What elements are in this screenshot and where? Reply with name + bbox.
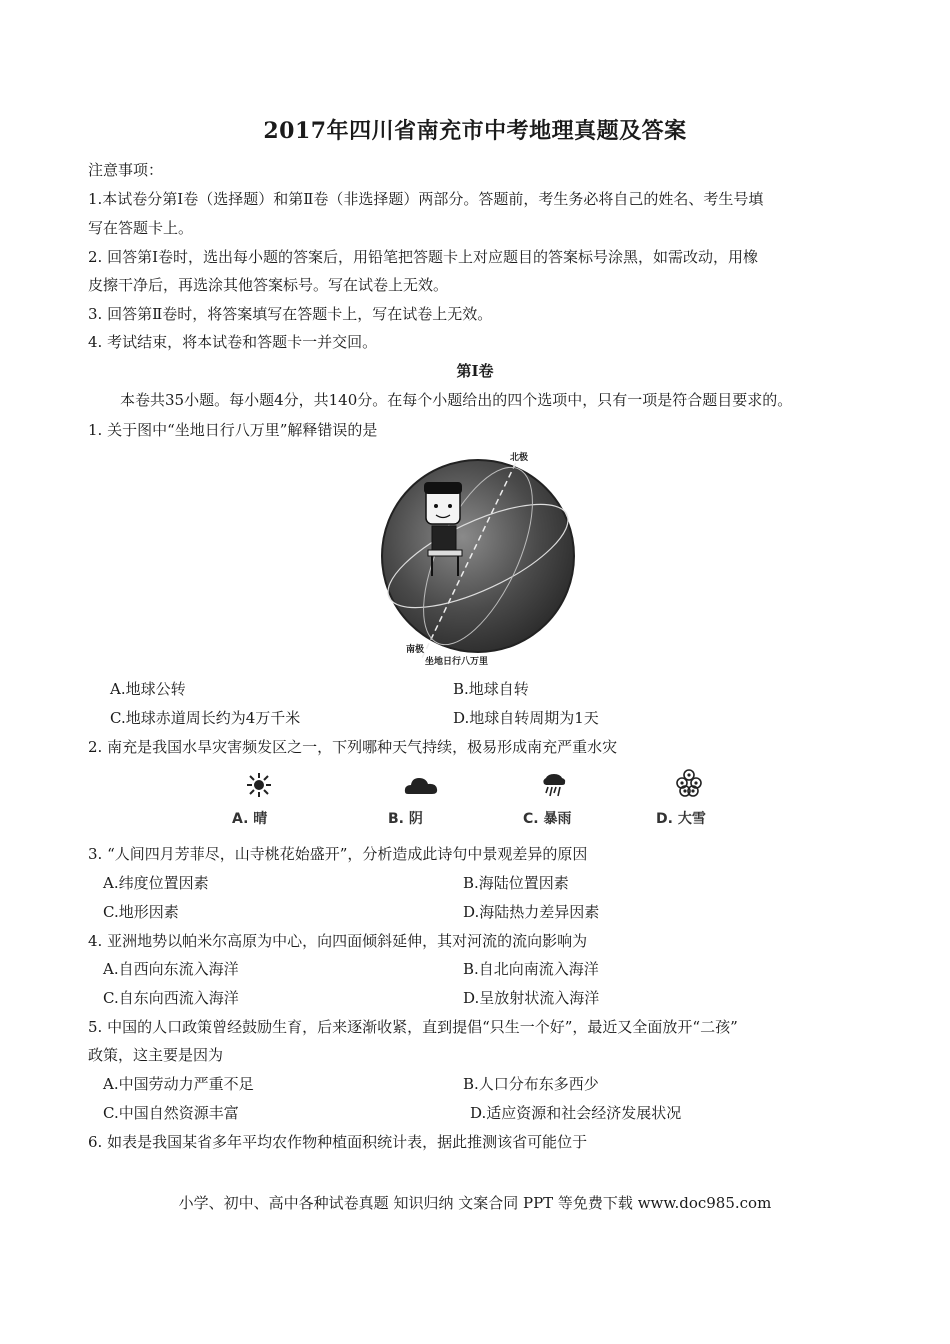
weather-label-c: C. 暴雨: [523, 811, 572, 827]
page-title: 2017年四川省南充市中考地理真题及答案: [263, 118, 687, 144]
weather-label-a: A. 晴: [232, 811, 268, 827]
weather-options-figure: [220, 768, 730, 834]
question-5-stem: 5. 中国的人口政策曾经鼓励生育，后来逐渐收紧，直到提倡“只生一个好”，最近又全面放开“二孩”: [88, 1018, 738, 1036]
q5-option-c: C.中国自然资源丰富: [103, 1104, 239, 1122]
question-3-stem: 3. “人间四月芳菲尽，山寺桃花始盛开”，分析造成此诗句中景观差异的原因: [88, 845, 588, 863]
notice-item-1-cont: 写在答题卡上。: [88, 219, 194, 237]
q5-option-b: B.人口分布东多西少: [463, 1075, 599, 1093]
weather-label-b: B. 阴: [388, 811, 423, 827]
globe-caption: 坐地日行八万里: [425, 657, 489, 667]
south-pole-label: 南极: [406, 645, 425, 655]
q3-option-b: B.海陆位置因素: [463, 874, 569, 892]
q4-option-b: B.自北向南流入海洋: [463, 960, 599, 978]
rainstorm-icon: [541, 772, 567, 798]
globe-figure: [370, 446, 600, 672]
q4-option-d: D.呈放射状流入海洋: [463, 989, 600, 1007]
globe-illustration: [370, 446, 600, 672]
page-footer: 小学、初中、高中各种试卷真题 知识归纳 文案合同 PPT 等免费下载 www.doc985.com: [178, 1194, 772, 1212]
section-heading: 第Ⅰ卷: [456, 362, 494, 380]
notice-item-3: 3. 回答第Ⅱ卷时，将答案填写在答题卡上，写在试卷上无效。: [88, 305, 493, 323]
q5-option-a: A.中国劳动力严重不足: [103, 1075, 254, 1093]
question-1-stem: 1. 关于图中“坐地日行八万里”解释错误的是: [88, 421, 378, 439]
notice-item-2: 2. 回答第Ⅰ卷时，选出每小题的答案后，用铅笔把答题卡上对应题目的答案标号涂黑，如需改动，用橡: [88, 248, 759, 266]
q1-option-b: B.地球自转: [453, 680, 529, 698]
q1-option-d: D.地球自转周期为1天: [453, 709, 599, 727]
q3-option-a: A.纬度位置因素: [103, 874, 209, 892]
weather-label-d: D. 大雪: [656, 811, 706, 827]
q1-option-a: A.地球公转: [110, 680, 186, 698]
section-intro: 本卷共35小题。每小题4分，共140分。在每个小题给出的四个选项中，只有一项是符合题目要求的。: [120, 391, 793, 409]
heavy-snow-icon: [674, 768, 704, 798]
question-5-stem-cont: 政策，这主要是因为: [88, 1046, 224, 1064]
notice-item-1: 1.本试卷分第Ⅰ卷（选择题）和第Ⅱ卷（非选择题）两部分。答题前，考生务必将自己的姓名、考生号填: [88, 190, 764, 208]
north-pole-label: 北极: [510, 453, 529, 463]
notice-item-2-cont: 皮擦干净后，再选涂其他答案标号。写在试卷上无效。: [88, 276, 449, 294]
q5-option-d: D.适应资源和社会经济发展状况: [470, 1104, 682, 1122]
q3-option-d: D.海陆热力差异因素: [463, 903, 600, 921]
cloud-icon: [404, 774, 438, 796]
q4-option-c: C.自东向西流入海洋: [103, 989, 239, 1007]
q4-option-a: A.自西向东流入海洋: [103, 960, 239, 978]
question-4-stem: 4. 亚洲地势以帕米尔高原为中心，向四面倾斜延伸，其对河流的流向影响为: [88, 932, 588, 950]
earth-sphere: [382, 460, 574, 652]
q3-option-c: C.地形因素: [103, 903, 179, 921]
question-6-stem: 6. 如表是我国某省多年平均农作物种植面积统计表，据此推测该省可能位于: [88, 1133, 588, 1151]
q1-option-c: C.地球赤道周长约为4万千米: [110, 709, 301, 727]
sun-icon: [246, 772, 272, 798]
notice-heading: 注意事项：: [88, 161, 164, 179]
notice-item-4: 4. 考试结束，将本试卷和答题卡一并交回。: [88, 333, 378, 351]
question-2-stem: 2. 南充是我国水旱灾害频发区之一，下列哪种天气持续，极易形成南充严重水灾: [88, 738, 618, 756]
